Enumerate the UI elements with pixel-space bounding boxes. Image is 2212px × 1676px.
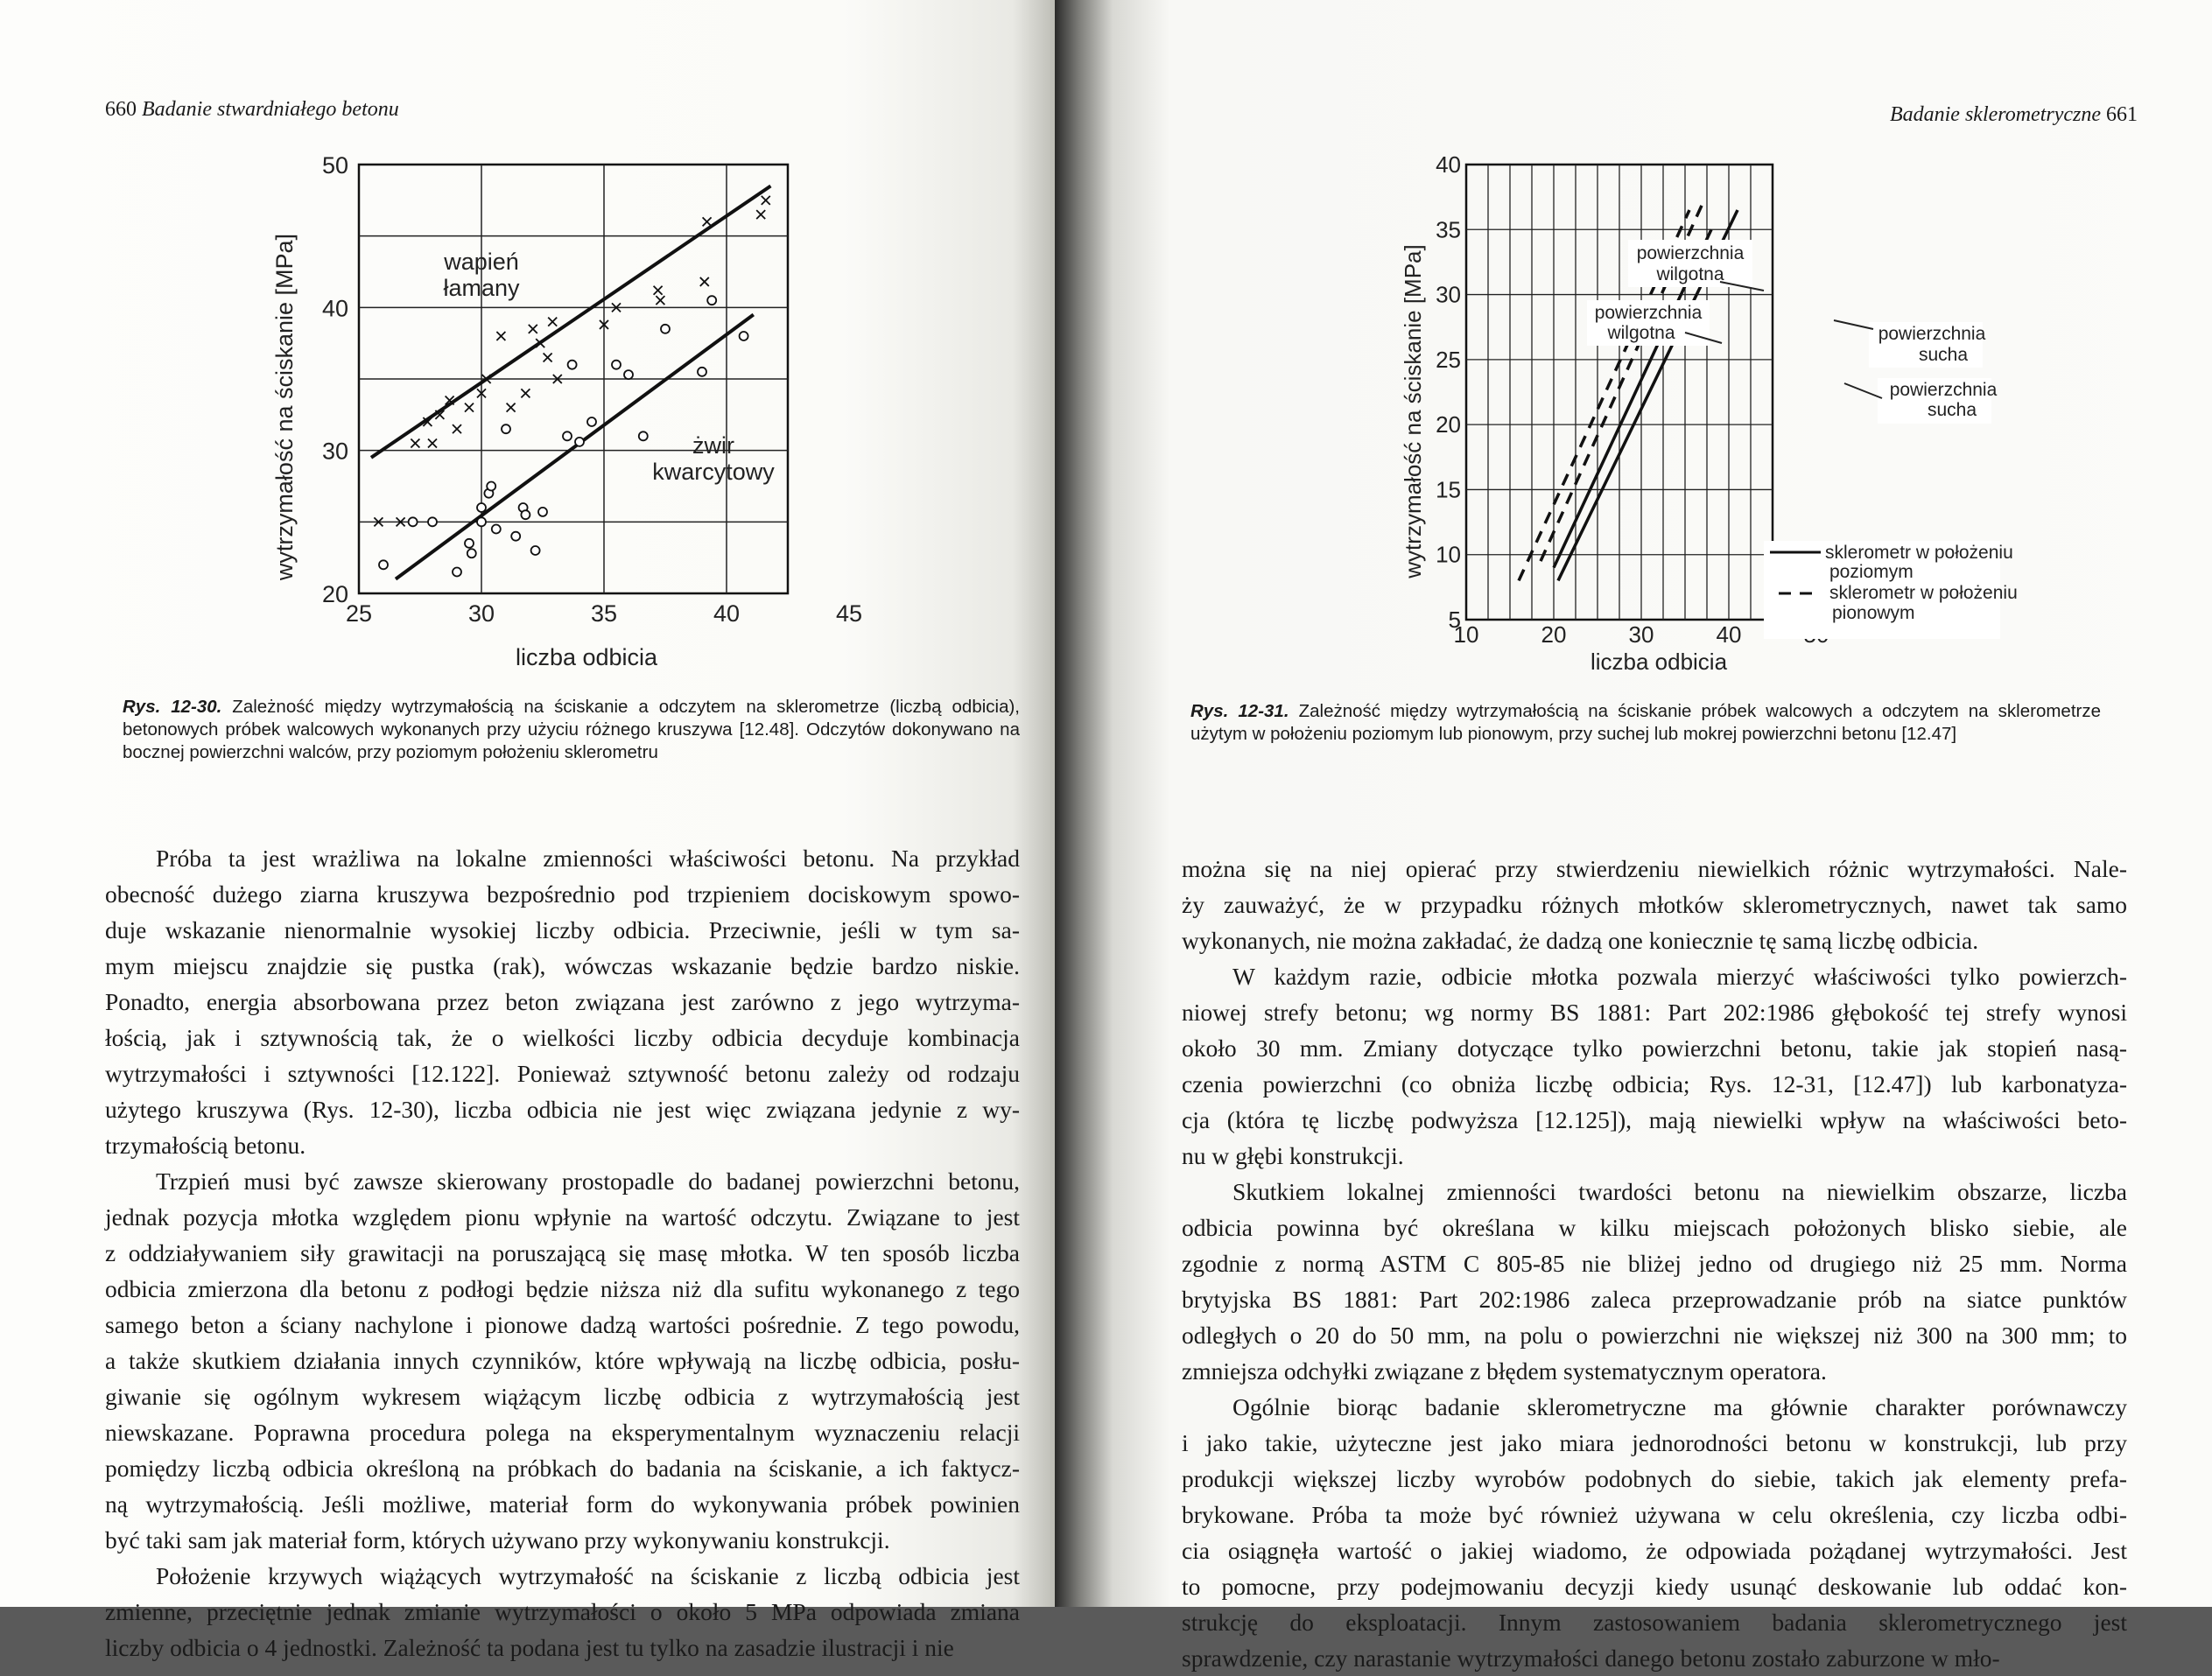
- x-tick-label: 30: [467, 600, 495, 627]
- body-line: zgodnie z normą ASTM C 805-85 nie bliżej jedno od drugiego niż 25 mm. Norma: [1182, 1250, 2127, 1277]
- data-point-o: [707, 296, 716, 305]
- x-tick-label: 20: [1541, 621, 1567, 648]
- caption-label-left: Rys. 12-30.: [123, 697, 222, 717]
- data-point-o: [563, 431, 572, 440]
- page-number-right: 661: [2106, 103, 2138, 126]
- right-page: [1055, 0, 2212, 1672]
- x-tick-label: 45: [835, 600, 863, 627]
- x-tick-label: 25: [345, 600, 373, 627]
- data-point-x: [762, 196, 770, 205]
- body-line: W każdym razie, odbicie młotka pozwala mierzyć właściwości tylko powierzch-: [1232, 963, 2127, 990]
- data-point-o: [612, 361, 621, 369]
- annotation-sucha-1-line2: sucha: [1918, 345, 1969, 365]
- body-line: brykowane. Próba ta może być również używana w celu określenia, czy liczba odbi-: [1182, 1501, 2127, 1528]
- annotation-wilgotna-1-line1: powierzchnia: [1636, 243, 1745, 263]
- body-line: to pomocne, przy podejmowaniu decyzji kiedy usunąć deskowanie lub oddać kon-: [1182, 1573, 2127, 1600]
- body-line: obecność dużego ziarna kruszywa bezpośrednio pod trzpieniem dociskowym spowo-: [105, 880, 1020, 908]
- body-line: trzymałością betonu.: [105, 1132, 306, 1159]
- data-point-o: [409, 517, 418, 526]
- body-line: jednak pozycja młotka względem pionu wpłynie na wartość odczytu. Związane to jest: [105, 1203, 1020, 1231]
- annotation-wilgotna-1-line2: wilgotna: [1656, 264, 1724, 284]
- data-point-x: [465, 403, 474, 412]
- body-line: strukcję do eksploatacji. Innym zastosowaniem badania sklerometrycznego jest: [1182, 1609, 2127, 1636]
- y-tick-label: 10: [1436, 541, 1461, 568]
- y-tick-label: 30: [321, 438, 348, 465]
- running-head-right: [1890, 103, 2138, 127]
- annotation-zwir-line2: kwarcytowy: [652, 459, 775, 485]
- legend-item-2-line2: pionowym: [1832, 603, 1915, 623]
- chart-left-svg: [263, 149, 893, 691]
- data-point-o: [639, 431, 648, 440]
- body-line: odległych o 20 do 50 mm, na polu o powierzchni nie większej niż 300 na 300 mm; to: [1182, 1322, 2127, 1349]
- body-line: wytrzymałości i sztywności [12.122]. Ponieważ sztywność betonu zależy od rodzaju: [105, 1060, 1020, 1087]
- body-line: zmniejsza odchyłki związane z błędem systematycznym operatora.: [1182, 1357, 1827, 1385]
- annotation-leader-4: [1844, 383, 1882, 398]
- figure-12-31-chart: [1396, 149, 2061, 687]
- figure-12-30-chart: [263, 149, 893, 696]
- body-line: liczby odbicia o 4 jednostki. Zależność ta podana jest tu tylko na zasadzie ilustracji i nie: [105, 1634, 954, 1661]
- body-text-right: [1182, 851, 2127, 1676]
- body-line: odbicia zmierzona dla betonu z podłogi będzie niższa niż dla sufitu wykonanego z tego: [105, 1275, 1020, 1302]
- y-tick-label: 20: [1436, 411, 1461, 438]
- body-text-left: [105, 840, 1020, 1665]
- body-line: odbicia powinna być określana w kilku miejscach położonych blisko siebie, ale: [1182, 1214, 2127, 1241]
- legend-item-2-line1: sklerometr w położeniu: [1829, 583, 2018, 603]
- data-point-o: [477, 517, 486, 526]
- body-line: cja (która tę liczbę podwyższa [12.125]), mają niewielki wpływ na właściwości beto-: [1182, 1106, 2127, 1133]
- body-line: wykonanych, nie można zakładać, że dadzą one koniecznie tę samą liczbę odbicia.: [1182, 927, 1979, 954]
- data-point-x: [529, 325, 537, 333]
- caption-label-right: Rys. 12-31.: [1190, 701, 1289, 721]
- figure-caption-left: [123, 696, 1020, 764]
- body-line: cia osiągnęła wartość o jakiej wiadomo, że odpowiada pożądanej wytrzymałości. Jest: [1182, 1537, 2127, 1564]
- body-line: mym miejscu znajdzie się pustka (rak), wówczas wskazanie będzie bardzo niskie.: [105, 952, 1020, 979]
- data-point-x: [656, 296, 664, 305]
- x-tick-label: 35: [590, 600, 618, 627]
- body-line: Trzpień musi być zawsze skierowany prostopadle do badanej powierzchni betonu,: [156, 1168, 1020, 1195]
- x-tick-label: 30: [1628, 621, 1654, 648]
- data-point-o: [502, 424, 510, 433]
- body-line: nu w głębi konstrukcji.: [1182, 1142, 1404, 1169]
- running-head-left: [105, 98, 399, 122]
- y-tick-label: 50: [321, 152, 348, 179]
- data-point-o: [531, 546, 540, 555]
- body-line: Skutkiem lokalnej zmienności twardości betonu na niewielkim obszarze, liczba: [1232, 1178, 2127, 1205]
- y-tick-label: 5: [1448, 607, 1461, 633]
- page-number-left: 660: [105, 98, 137, 121]
- data-point-x: [756, 210, 765, 219]
- data-point-x: [521, 389, 530, 397]
- data-point-o: [477, 503, 486, 512]
- body-line: można się na niej opierać przy stwierdzeniu niewielkich różnic wytrzymałości. Nale-: [1182, 855, 2127, 882]
- data-point-x: [496, 332, 505, 340]
- body-line: około 30 mm. Zmiany dotyczące tylko powierzchni betonu, takie jak stopień nasą-: [1182, 1034, 2127, 1062]
- body-line: Ponadto, energia absorbowana przez beton związana jest zarówno z jego wytrzyma-: [105, 988, 1020, 1015]
- body-line: być taki sam jak materiał form, których używano przy wykonywaniu konstrukcji.: [105, 1526, 890, 1553]
- data-point-o: [428, 517, 437, 526]
- annotation-sucha-1-line1: powierzchnia: [1878, 324, 1986, 344]
- body-line: czenia powierzchni (co obniża liczbę odbicia; Rys. 12-31, [12.47]) lub karbonatyza-: [1182, 1070, 2127, 1097]
- data-point-o: [624, 370, 633, 379]
- body-line: Położenie krzywych wiążących wytrzymałość na ściskanie z liczbą odbicia jest: [156, 1562, 1020, 1589]
- caption-text-right: Zależność między wytrzymałością na ściskanie próbek walcowych a odczytem na sklerometrze użytym w położeniu poziomym lub pionowym, przy suchej lub mokrej powierzchni betonu [12.47]: [1190, 701, 2102, 744]
- body-line: sprawdzenie, czy narastanie wytrzymałości danego betonu zostało zaburzone w mło-: [1182, 1644, 2000, 1672]
- data-point-x: [507, 403, 516, 412]
- y-tick-label: 25: [1436, 346, 1461, 373]
- y-tick-label: 15: [1436, 476, 1461, 503]
- data-point-o: [568, 361, 577, 369]
- x-axis-label: liczba odbicia: [515, 644, 658, 670]
- y-tick-label: 30: [1436, 281, 1461, 308]
- data-point-o: [587, 417, 596, 426]
- data-point-o: [538, 508, 547, 516]
- running-title-right: Badanie sklerometryczne: [1889, 103, 2101, 126]
- caption-text-left: Zależność między wytrzymałością na ściskanie a odczytem na sklerometrze (liczbą odbicia), betonowych próbek walcowych wykonanych przy użyciu różnego kruszywa [12.48]. Odczytów dokonywano na bocznej powierzchni walców, przy poziomym położeniu sklerometru: [123, 697, 1021, 762]
- figure-caption-right: [1190, 700, 2101, 746]
- trend-line: [371, 186, 770, 458]
- annotation-wilgotna-2-line2: wilgotna: [1607, 323, 1675, 343]
- legend-item-1-line2: poziomym: [1829, 562, 1914, 582]
- data-point-o: [492, 525, 501, 534]
- body-line: użytego kruszywa (Rys. 12-30), liczba odbicia nie jest więc związana jedynie z wy-: [105, 1096, 1020, 1123]
- data-point-o: [453, 568, 461, 577]
- chart-right-svg: [1396, 149, 2061, 683]
- data-point-o: [465, 539, 474, 548]
- body-line: zmienne, przeciętnie jednak zmianie wytrzymałości o około 5 MPa odpowiada zmiana: [105, 1598, 1020, 1625]
- data-point-x: [544, 354, 552, 362]
- body-line: a także skutkiem działania innych czynników, które wpływają na liczbę odbicia, posłu-: [105, 1347, 1020, 1374]
- annotation-sucha-2-line1: powierzchnia: [1889, 380, 1998, 400]
- body-line: z oddziaływaniem siły grawitacji na poruszającą się masę młotka. W ten sposób liczba: [105, 1239, 1020, 1266]
- y-tick-label: 40: [321, 295, 348, 322]
- y-tick-label: 20: [321, 581, 348, 607]
- body-line: produkcji większej liczby wyrobów podobnych do siebie, takich jak elementy prefa-: [1182, 1465, 2127, 1492]
- data-point-x: [703, 217, 712, 226]
- body-line: Próba ta jest wrażliwa na lokalne zmienności właściwości betonu. Na przykład: [156, 845, 1020, 872]
- data-point-o: [698, 368, 706, 376]
- annotation-wapien-line1: wapień: [444, 249, 519, 275]
- data-point-x: [654, 286, 663, 295]
- body-line: brytyjska BS 1881: Part 202:1986 zaleca przeprowadzanie prób na siatce punktów: [1182, 1286, 2127, 1313]
- annotation-zwir-line1: żwir: [692, 432, 734, 459]
- x-tick-label: 40: [713, 600, 741, 627]
- left-page: [0, 0, 1055, 1661]
- data-point-o: [379, 560, 388, 569]
- x-axis-label: liczba odbicia: [1590, 649, 1728, 675]
- body-line: pomiędzy liczbą odbicia określoną na próbkach do badania na ściskanie, a ich faktycz-: [105, 1455, 1020, 1482]
- body-line: niowej strefy betonu; wg normy BS 1881: Part 202:1986 głębokość tej strefy wynosi: [1182, 999, 2127, 1026]
- data-point-x: [700, 277, 709, 286]
- data-point-o: [661, 325, 670, 333]
- data-point-o: [467, 549, 476, 557]
- annotation-wilgotna-2-line1: powierzchnia: [1594, 303, 1703, 323]
- data-point-x: [548, 318, 557, 326]
- body-line: ży zauważyć, że w przypadku różnych młotków sklerometrycznych, nawet tak samo: [1182, 891, 2127, 918]
- data-point-o: [740, 332, 748, 340]
- x-tick-label: 40: [1716, 621, 1742, 648]
- data-point-o: [575, 438, 584, 446]
- body-line: Ogólnie biorąc badanie sklerometryczne ma głównie charakter porównawczy: [1232, 1393, 2127, 1420]
- annotation-leader-3: [1834, 320, 1873, 329]
- data-point-o: [521, 510, 530, 519]
- data-point-x: [453, 424, 461, 433]
- data-point-x: [411, 439, 419, 448]
- legend-item-1-line1: sklerometr w położeniu: [1825, 543, 2013, 563]
- data-point-o: [511, 532, 520, 541]
- body-line: samego beton a ściany nachylone i pionowe dadzą wartości pośrednie. Z tego powodu,: [105, 1311, 1020, 1338]
- annotation-wapien-line2: łamany: [443, 275, 520, 301]
- body-line: duje wskazanie nienormalnie wysokiej liczby odbicia. Przeciwnie, jeśli w tym sa-: [105, 916, 1020, 943]
- body-line: ną wytrzymałością. Jeśli możliwe, materiał form do wykonywania próbek powinien: [105, 1490, 1020, 1518]
- running-title-left: Badanie stwardniałego betonu: [142, 98, 399, 121]
- data-point-x: [428, 439, 437, 448]
- body-line: i jako takie, użyteczne jest jako miara jednorodności betonu w konstrukcji, lub przy: [1182, 1429, 2127, 1456]
- y-tick-label: 35: [1436, 216, 1461, 243]
- y-tick-label: 40: [1436, 151, 1461, 178]
- body-line: niewskazane. Poprawna procedura polega na eksperymentalnym wyznaczeniu relacji: [105, 1419, 1020, 1446]
- y-axis-label: wytrzymałość na ściskanie [MPa]: [1400, 244, 1426, 579]
- annotation-sucha-2-line2: sucha: [1927, 400, 1977, 420]
- x-tick-label: 10: [1453, 621, 1479, 648]
- body-line: łością, jak i sztywnością tak, że o wielkości liczby odbicia decyduje kombinacja: [105, 1024, 1020, 1051]
- y-axis-label: wytrzymałość na ściskanie [MPa]: [271, 233, 298, 581]
- body-line: giwanie się ogólnym wykresem wiążącym liczbę odbicia z wytrzymałością jest: [105, 1383, 1020, 1410]
- data-point-o: [487, 482, 495, 491]
